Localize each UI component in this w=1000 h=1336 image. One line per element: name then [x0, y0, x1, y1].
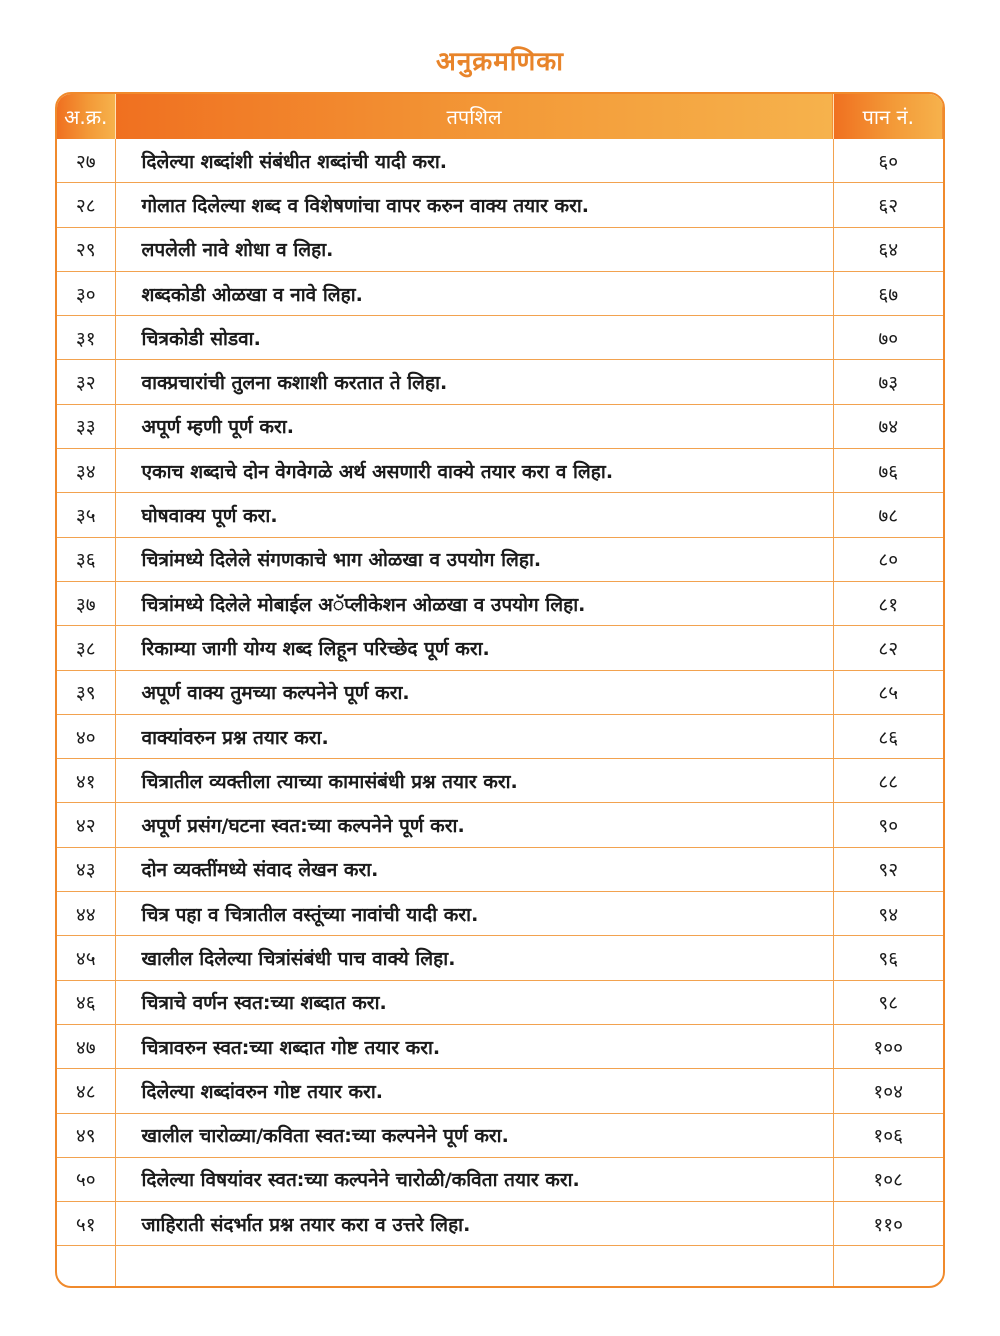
toc-header-row — [57, 94, 943, 139]
topic-cell: एकाच शब्दाचे दोन वेगवेगळे अर्थ असणारी वाक्ये तयार करा व लिहा. — [115, 449, 833, 493]
table-row — [57, 537, 943, 581]
page-number-cell: ७० — [833, 316, 943, 360]
page-number-cell: ८६ — [833, 714, 943, 758]
topic-cell: खालील दिलेल्या चित्रांसंबंधी पाच वाक्ये लिहा. — [115, 936, 833, 980]
serial-number-cell: ३४ — [57, 449, 115, 493]
page-number-cell: ७४ — [833, 404, 943, 448]
topic-cell: चित्राचे वर्णन स्वत:च्या शब्दात करा. — [115, 980, 833, 1024]
blank-row — [57, 1246, 943, 1288]
topic-cell: चित्रावरुन स्वत:च्या शब्दात गोष्ट तयार करा. — [115, 1024, 833, 1068]
topic-cell: जाहिराती संदर्भात प्रश्न तयार करा व उत्तरे लिहा. — [115, 1202, 833, 1246]
header-topic: तपशिल — [115, 94, 833, 139]
page-number-cell: ७६ — [833, 449, 943, 493]
serial-number-cell: ४९ — [57, 1113, 115, 1157]
serial-number-cell: ४० — [57, 714, 115, 758]
topic-cell: चित्रकोडी सोडवा. — [115, 316, 833, 360]
page-number-cell: ७३ — [833, 360, 943, 404]
serial-number-cell: ३७ — [57, 581, 115, 625]
topic-cell: अपूर्ण वाक्य तुमच्या कल्पनेने पूर्ण करा. — [115, 670, 833, 714]
topic-cell: घोषवाक्य पूर्ण करा. — [115, 493, 833, 537]
page-number-cell: १०० — [833, 1024, 943, 1068]
table-row — [57, 1113, 943, 1157]
table-row — [57, 360, 943, 404]
table-row — [57, 271, 943, 315]
table-row — [57, 1157, 943, 1201]
table-row — [57, 892, 943, 936]
page-number-cell: ६० — [833, 139, 943, 183]
topic-cell: अपूर्ण म्हणी पूर्ण करा. — [115, 404, 833, 448]
page-number-cell: ९० — [833, 803, 943, 847]
topic-cell: अपूर्ण प्रसंग/घटना स्वत:च्या कल्पनेने पूर्ण करा. — [115, 803, 833, 847]
table-row — [57, 670, 943, 714]
blank-cell — [115, 1246, 833, 1288]
topic-cell: दिलेल्या शब्दांशी संबंधीत शब्दांची यादी करा. — [115, 139, 833, 183]
table-row — [57, 139, 943, 183]
blank-cell — [57, 1246, 115, 1288]
table-row — [57, 493, 943, 537]
page-number-cell: ६२ — [833, 183, 943, 227]
topic-cell: रिकाम्या जागी योग्य शब्द लिहून परिच्छेद पूर्ण करा. — [115, 626, 833, 670]
topic-cell: वाक्प्रचारांची तुलना कशाशी करतात ते लिहा. — [115, 360, 833, 404]
header-serial-number: अ.क्र. — [57, 94, 115, 139]
topic-cell: चित्रातील व्यक्तीला त्याच्या कामासंबंधी प्रश्न तयार करा. — [115, 759, 833, 803]
table-row — [57, 227, 943, 271]
serial-number-cell: २९ — [57, 227, 115, 271]
serial-number-cell: ४५ — [57, 936, 115, 980]
table-row — [57, 803, 943, 847]
page-number-cell: ६४ — [833, 227, 943, 271]
serial-number-cell: ४८ — [57, 1069, 115, 1113]
table-row — [57, 714, 943, 758]
topic-cell: दिलेल्या विषयांवर स्वत:च्या कल्पनेने चारोळी/कविता तयार करा. — [115, 1157, 833, 1201]
page-number-cell: ७८ — [833, 493, 943, 537]
serial-number-cell: ५१ — [57, 1202, 115, 1246]
page-number-cell: ८५ — [833, 670, 943, 714]
serial-number-cell: २७ — [57, 139, 115, 183]
table-row — [57, 1202, 943, 1246]
serial-number-cell: ३२ — [57, 360, 115, 404]
page-number-cell: ९८ — [833, 980, 943, 1024]
page-number-cell: ८१ — [833, 581, 943, 625]
serial-number-cell: ३१ — [57, 316, 115, 360]
table-row — [57, 316, 943, 360]
topic-cell: वाक्यांवरुन प्रश्न तयार करा. — [115, 714, 833, 758]
topic-cell: चित्र पहा व चित्रातील वस्तूंच्या नावांची यादी करा. — [115, 892, 833, 936]
topic-cell: लपलेली नावे शोधा व लिहा. — [115, 227, 833, 271]
serial-number-cell: ४२ — [57, 803, 115, 847]
table-row — [57, 759, 943, 803]
table-row — [57, 1069, 943, 1113]
page-number-cell: ८० — [833, 537, 943, 581]
serial-number-cell: ४१ — [57, 759, 115, 803]
topic-cell: शब्दकोडी ओळखा व नावे लिहा. — [115, 271, 833, 315]
topic-cell: चित्रांमध्ये दिलेले संगणकाचे भाग ओळखा व उपयोग लिहा. — [115, 537, 833, 581]
toc-body — [57, 139, 943, 1288]
toc-table — [57, 94, 943, 1288]
serial-number-cell: ३५ — [57, 493, 115, 537]
page-title: अनुक्रमणिका — [435, 47, 565, 77]
table-row — [57, 449, 943, 493]
serial-number-cell: ४४ — [57, 892, 115, 936]
serial-number-cell: ५० — [57, 1157, 115, 1201]
serial-number-cell: ४७ — [57, 1024, 115, 1068]
page-number-cell: १०४ — [833, 1069, 943, 1113]
table-row — [57, 581, 943, 625]
table-row — [57, 980, 943, 1024]
serial-number-cell: ३३ — [57, 404, 115, 448]
serial-number-cell: ३० — [57, 271, 115, 315]
table-row — [57, 936, 943, 980]
table-row — [57, 404, 943, 448]
page-number-cell: १०८ — [833, 1157, 943, 1201]
serial-number-cell: ३६ — [57, 537, 115, 581]
page-number-cell: ८८ — [833, 759, 943, 803]
header-page-number: पान नं. — [833, 94, 943, 139]
serial-number-cell: ३९ — [57, 670, 115, 714]
page-number-cell: ८२ — [833, 626, 943, 670]
page-number-cell: ९४ — [833, 892, 943, 936]
table-row — [57, 1024, 943, 1068]
table-row — [57, 183, 943, 227]
page-number-cell: ९२ — [833, 847, 943, 891]
page-number-cell: ६७ — [833, 271, 943, 315]
table-row — [57, 847, 943, 891]
serial-number-cell: २८ — [57, 183, 115, 227]
topic-cell: गोलात दिलेल्या शब्द व विशेषणांचा वापर करुन वाक्य तयार करा. — [115, 183, 833, 227]
serial-number-cell: ४३ — [57, 847, 115, 891]
topic-cell: खालील चारोळ्या/कविता स्वत:च्या कल्पनेने पूर्ण करा. — [115, 1113, 833, 1157]
table-row — [57, 626, 943, 670]
page-number-cell: १०६ — [833, 1113, 943, 1157]
topic-cell: दोन व्यक्तींमध्ये संवाद लेखन करा. — [115, 847, 833, 891]
serial-number-cell: ४६ — [57, 980, 115, 1024]
topic-cell: चित्रांमध्ये दिलेले मोबाईल अॅप्लीकेशन ओळखा व उपयोग लिहा. — [115, 581, 833, 625]
blank-cell — [833, 1246, 943, 1288]
topic-cell: दिलेल्या शब्दांवरुन गोष्ट तयार करा. — [115, 1069, 833, 1113]
page-number-cell: ९६ — [833, 936, 943, 980]
toc-table-frame — [55, 92, 945, 1288]
serial-number-cell: ३८ — [57, 626, 115, 670]
page-number-cell: ११० — [833, 1202, 943, 1246]
